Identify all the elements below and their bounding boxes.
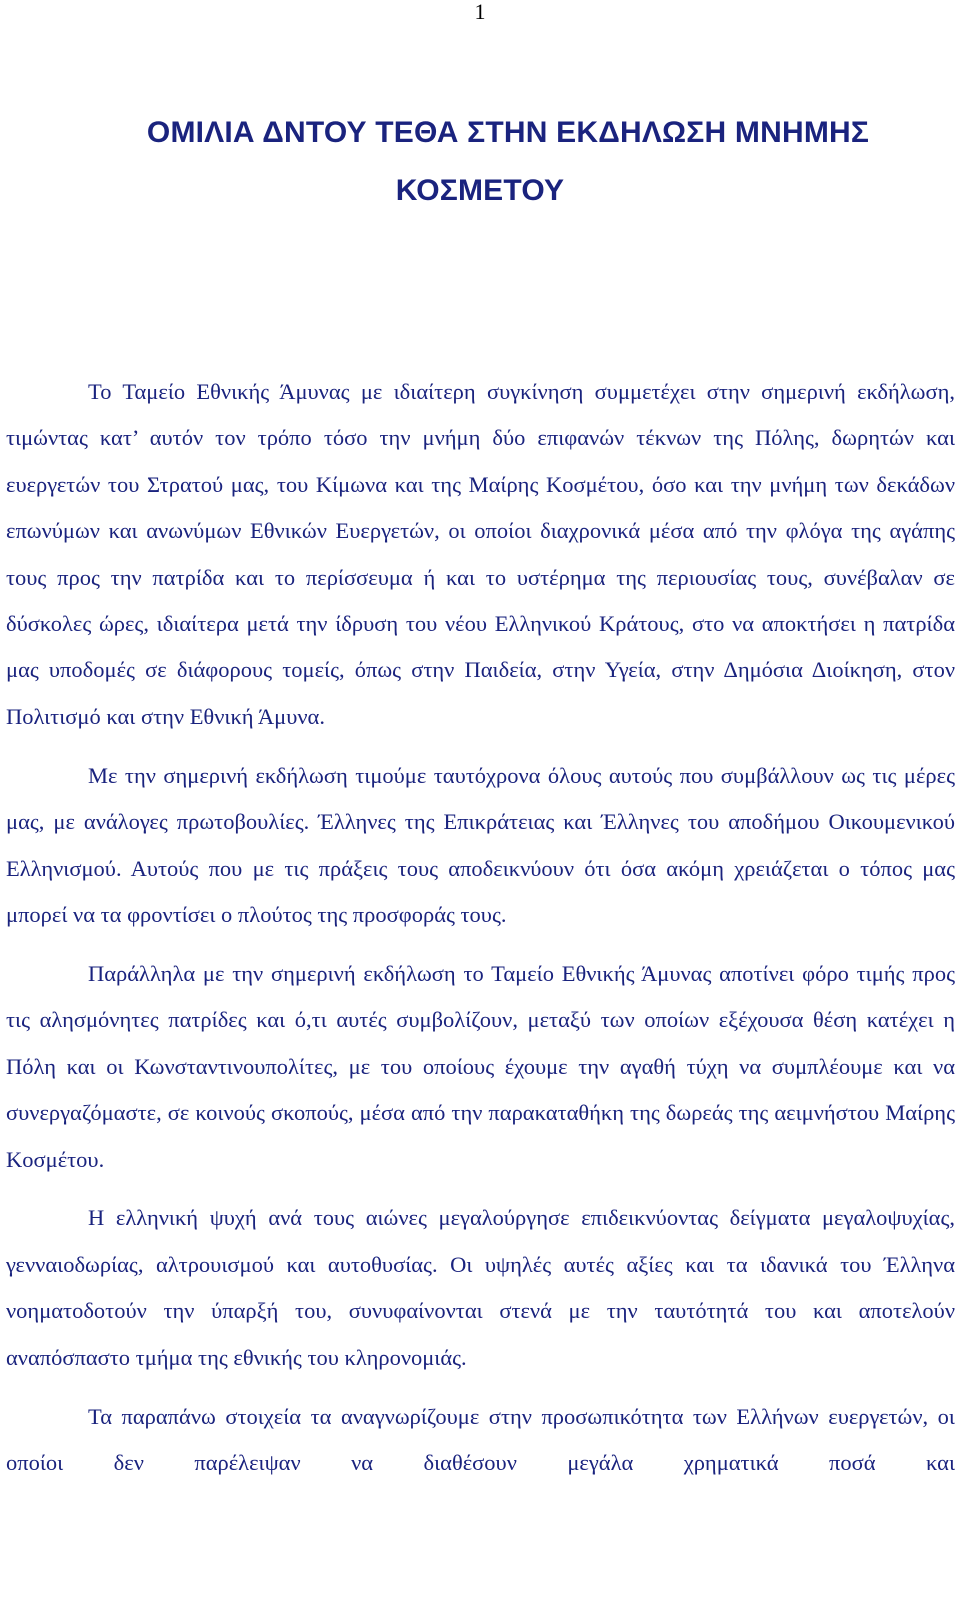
paragraph-5: Τα παραπάνω στοιχεία τα αναγνωρίζουμε στην προσωπικότητα των Ελλήνων ευεργετών, οι οποίοι δεν παρέλειψαν να διαθέσουν μεγάλα χρηματικά ποσά και (6, 1403, 955, 1475)
page-number: 1 (474, 0, 486, 24)
paragraph-3: Παράλληλα με την σημερινή εκδήλωση το Ταμείο Εθνικής Άμυνας αποτίνει φόρο τιμής προς τις αλησμόνητες πατρίδες και ό,τι αυτές συμβολίζουν, μεταξύ των οποίων εξέχουσα θέση κατέχει η Πόλη και οι Κωνσταντινουπολίτες, με του οποίους έχουμε την αγαθή τύχη να συμπλέουμε και να συνεργαζόμαστε, σε κοινούς σκοπούς, μέσα από την παρακαταθήκη της δωρεάς της αειμνήστου Μαίρης Κοσμέτου. (6, 960, 955, 1172)
title-line-2: ΚΟΣΜΕΤΟΥ (395, 174, 565, 207)
document-title (0, 104, 960, 220)
paragraph-2: Με την σημερινή εκδήλωση τιμούμε ταυτόχρονα όλους αυτούς που συμβάλλουν ως τις μέρες μας, με ανάλογες πρωτοβουλίες. Έλληνες της Επικράτειας και Έλληνες του αποδήμου Οικουμενικού Ελληνισμού. Αυτούς που με τις πράξεις τους αποδεικνύουν ότι όσα ακόμη χρειάζεται ο τόπος μας μπορεί να τα φροντίσει ο πλούτος της προσφοράς τους. (6, 762, 955, 927)
paragraph-1: Το Ταμείο Εθνικής Άμυνας με ιδιαίτερη συγκίνηση συμμετέχει στην σημερινή εκδήλωση, τιμώντας κατ’ αυτόν τον τρόπο τόσο την μνήμη δύο επιφανών τέκνων της Πόλης, δωρητών και ευεργετών του Στρατού μας, του Κίμωνα και της Μαίρης Κοσμέτου, όσο και την μνήμη των δεκάδων επωνύμων και ανωνύμων Εθνικών Ευεργετών, οι οποίοι διαχρονικά μέσα από την φλόγα της αγάπης τους προς την πατρίδα και το περίσσευμα ή και το υστέρημα της περιουσίας τους, συνέβαλαν σε δύσκολες ώρες, ιδιαίτερα μετά την ίδρυση του νέου Ελληνικού Κράτους, στο να αποκτήσει η πατρίδα μας υποδομές σε διάφορους τομείς, όπως στην Παιδεία, στην Υγεία, στην Δημόσια Διοίκηση, στον Πολιτισμό και στην Εθνική Άμυνα. (6, 379, 955, 729)
title-line-1: ΟΜΙΛΙΑ ΔΝΤΟΥ ΤΕΘΑ ΣΤΗΝ ΕΚΔΗΛΩΣΗ ΜΝΗΜΗΣ (146, 116, 870, 149)
document-body (6, 369, 955, 1486)
paragraph-4: Η ελληνική ψυχή ανά τους αιώνες μεγαλούργησε επιδεικνύοντας δείγματα μεγαλοψυχίας, γενναιοδωρίας, αλτρουισμού και αυτοθυσίας. Οι υψηλές αυτές αξίες και τα ιδανικά του Έλληνα νοηματοδοτούν την ύπαρξή του, συνυφαίνονται στενά με την ταυτότητά του και αποτελούν αναπόσπαστο τμήμα της εθνικής του κληρονομιάς. (6, 1205, 955, 1370)
